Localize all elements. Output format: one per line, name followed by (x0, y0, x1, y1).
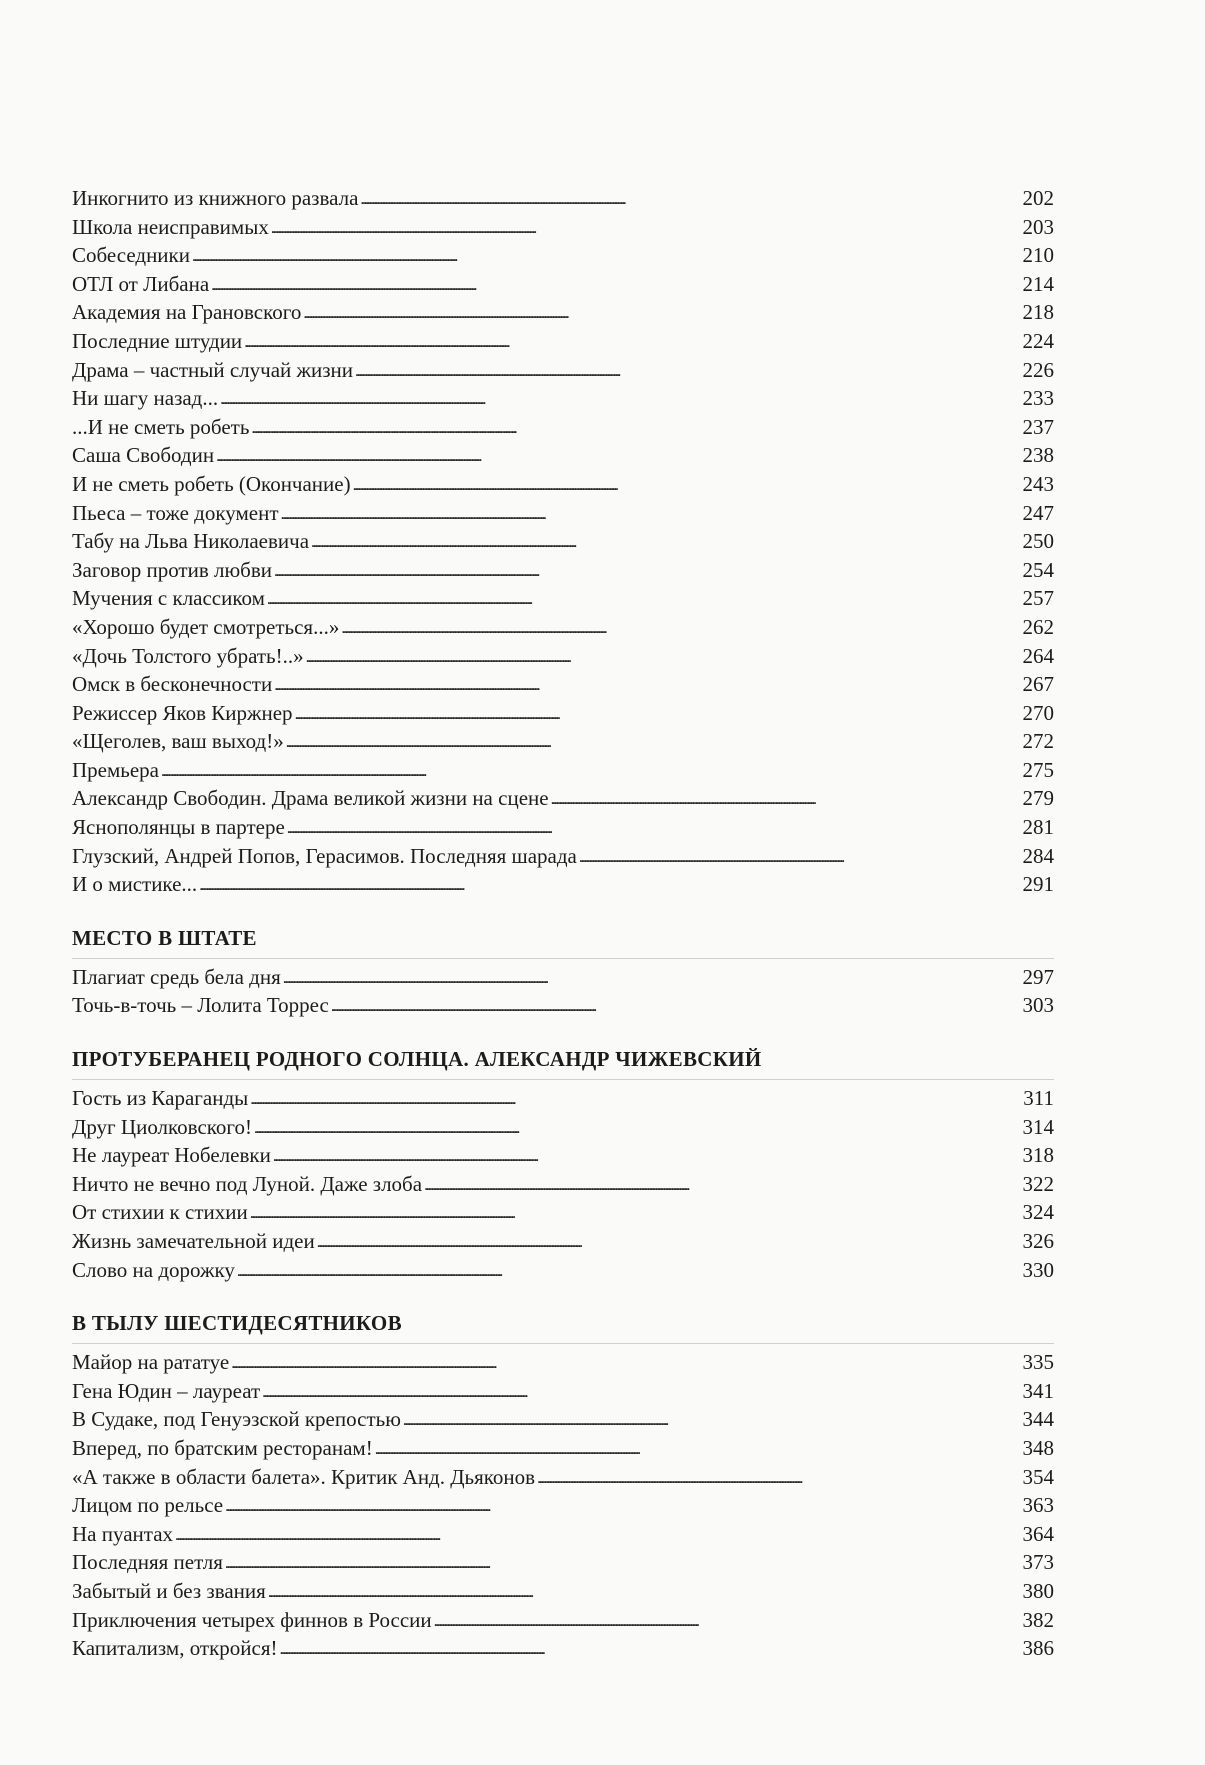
entry-title: Инкогнито из книжного развала (72, 186, 359, 210)
entry-title: Точь-в-точь – Лолита Торрес (72, 993, 329, 1018)
toc-entry (72, 670, 1054, 699)
entry-page-number: 257 (1022, 586, 1054, 611)
entry-title: Вперед, по братским ресторанам! (72, 1435, 373, 1460)
toc-entry (72, 441, 1054, 470)
toc-entry (72, 756, 1054, 785)
toc-section (72, 184, 1054, 899)
toc-entry (72, 327, 1054, 356)
toc-entry (72, 963, 1054, 992)
entry-page-number: 364 (1022, 1521, 1054, 1546)
toc-entry (72, 1520, 1054, 1549)
entry-title: Друг Циолковского! (72, 1114, 252, 1139)
toc-entry (72, 784, 1054, 813)
toc-section (72, 1039, 1054, 1284)
entry-title: Гена Юдин – лауреат (72, 1378, 261, 1403)
entry-title: На пуантах (72, 1521, 174, 1546)
entry-page-number: 275 (1022, 757, 1054, 782)
dot-leader (537, 1462, 1014, 1494)
dot-leader (237, 1255, 1014, 1287)
toc-entry (72, 1405, 1054, 1434)
entry-title: И о мистике... (72, 872, 198, 897)
entry-page-number: 348 (1022, 1435, 1054, 1460)
entry-page-number: 279 (1022, 786, 1054, 811)
entry-title: И не сметь робеть (Окончание) (72, 471, 351, 496)
entry-title: Гость из Караганды (72, 1086, 249, 1111)
entry-page-number: 311 (1023, 1086, 1054, 1111)
entry-page-number: 318 (1022, 1143, 1054, 1168)
toc-entry (72, 1463, 1054, 1492)
entry-title: От стихии к стихии (72, 1200, 248, 1225)
entry-title: ОТЛ от Либана (72, 271, 210, 296)
dot-leader (303, 297, 1014, 329)
entry-page-number: 226 (1022, 357, 1054, 382)
entry-page-number: 238 (1022, 443, 1054, 468)
entry-page-number: 272 (1022, 729, 1054, 754)
toc-entry (72, 298, 1054, 327)
dot-leader (286, 726, 1014, 758)
dot-leader (341, 612, 1014, 644)
toc-entry (72, 1548, 1054, 1577)
entry-page-number: 314 (1022, 1114, 1054, 1139)
toc-entry (72, 1348, 1054, 1377)
toc-entry (72, 270, 1054, 299)
entry-title: В Судаке, под Генуэзской крепостью (72, 1407, 401, 1432)
dot-leader (375, 1433, 1014, 1465)
toc-entry (72, 184, 1054, 213)
entry-page-number: 281 (1022, 815, 1054, 840)
toc-entry (72, 470, 1054, 499)
entry-title: Яснополянцы в партере (72, 815, 285, 840)
section-heading: ПРОТУБЕРАНЕЦ РОДНОГО СОЛНЦА. АЛЕКСАНДР ЧИЖЕВСКИЙ (72, 1047, 762, 1072)
entry-title: «А также в области балета». Критик Анд. Дьяконов (72, 1464, 536, 1489)
dot-leader (360, 183, 1014, 215)
entry-title: Слово на дорожку (72, 1257, 235, 1282)
dot-leader (225, 1490, 1014, 1522)
entry-title: Саша Свободин (72, 443, 215, 468)
entry-page-number: 250 (1022, 529, 1054, 554)
entry-page-number: 341 (1022, 1378, 1054, 1403)
dot-leader (311, 526, 1014, 558)
toc-entry (72, 1434, 1054, 1463)
dot-leader (283, 962, 1014, 994)
entry-page-number: 254 (1022, 557, 1054, 582)
entry-page-number: 326 (1022, 1229, 1054, 1253)
dot-leader (231, 1347, 1014, 1379)
entry-title: Собеседники (72, 243, 190, 268)
entry-title: Глузский, Андрей Попов, Герасимов. Последняя шарада (72, 843, 577, 868)
dot-leader (262, 1376, 1014, 1408)
entry-title: Приключения четырех финнов в России (72, 1607, 432, 1632)
entry-title: Ничто не вечно под Луной. Даже злоба (72, 1171, 423, 1196)
dot-leader (434, 1605, 1014, 1637)
entry-title: Забытый и без звания (72, 1578, 266, 1603)
entry-page-number: 214 (1022, 271, 1054, 296)
dot-leader (317, 1226, 1014, 1258)
dot-leader (287, 812, 1014, 844)
entry-title: Академия на Грановского (72, 300, 302, 325)
dot-leader (295, 698, 1014, 730)
section-heading: В ТЫЛУ ШЕСТИДЕСЯТНИКОВ (72, 1311, 402, 1336)
dot-leader (216, 440, 1014, 472)
toc-entry (72, 991, 1054, 1020)
entry-title: Плагиат средь бела дня (72, 964, 281, 989)
toc-entry (72, 584, 1054, 613)
toc-entry (72, 1113, 1054, 1142)
toc-entry (72, 1577, 1054, 1606)
dot-leader (579, 841, 1014, 873)
toc-entry (72, 613, 1054, 642)
dot-leader (268, 1576, 1014, 1608)
toc-entry (72, 1198, 1054, 1227)
entry-page-number: 322 (1022, 1171, 1054, 1196)
toc-entry (72, 413, 1054, 442)
entry-page-number: 243 (1022, 471, 1054, 496)
toc-entry (72, 384, 1054, 413)
entry-page-number: 202 (1022, 186, 1054, 210)
toc-entry (72, 699, 1054, 728)
dot-leader (551, 783, 1014, 815)
entry-page-number: 224 (1022, 328, 1054, 353)
entry-page-number: 233 (1022, 386, 1054, 411)
toc-entry (72, 356, 1054, 385)
entry-page-number: 262 (1022, 614, 1054, 639)
entry-title: Школа неисправимых (72, 214, 269, 239)
entry-title: ...И не сметь робеть (72, 414, 250, 439)
entry-page-number: 247 (1022, 500, 1054, 525)
entry-title: Табу на Льва Николаевича (72, 529, 310, 554)
dot-leader (353, 469, 1014, 501)
section-divider (72, 1343, 1054, 1344)
toc-entry (72, 1141, 1054, 1170)
toc-section (72, 1303, 1054, 1663)
toc-entry (72, 1377, 1054, 1406)
entry-page-number: 335 (1022, 1350, 1054, 1375)
dot-leader (271, 212, 1014, 244)
entry-page-number: 203 (1022, 214, 1054, 239)
entry-page-number: 363 (1022, 1493, 1054, 1518)
toc-entry (72, 642, 1054, 671)
entry-title: Александр Свободин. Драма великой жизни на сцене (72, 786, 549, 811)
dot-leader (225, 1547, 1014, 1579)
entry-page-number: 382 (1022, 1607, 1054, 1632)
entry-page-number: 210 (1022, 243, 1054, 268)
entry-title: Премьера (72, 757, 159, 782)
toc-section (72, 918, 1054, 1020)
entry-page-number: 386 (1022, 1636, 1054, 1661)
section-divider (72, 958, 1054, 959)
dot-leader (250, 1083, 1014, 1115)
entry-page-number: 237 (1022, 414, 1054, 439)
entry-page-number: 267 (1022, 672, 1054, 697)
entry-page-number: 218 (1022, 300, 1054, 325)
entry-title: Не лауреат Нобелевки (72, 1143, 271, 1168)
entry-page-number: 303 (1022, 993, 1054, 1018)
toc-entry (72, 813, 1054, 842)
dot-leader (331, 990, 1014, 1022)
entry-title: Последняя петля (72, 1550, 223, 1575)
dot-leader (280, 1633, 1014, 1665)
entry-page-number: 284 (1022, 843, 1054, 868)
entry-page-number: 344 (1022, 1407, 1054, 1432)
entry-page-number: 354 (1022, 1464, 1054, 1489)
entry-title: Лицом по рельсе (72, 1493, 224, 1518)
dot-leader (274, 555, 1014, 587)
dot-leader (192, 240, 1014, 272)
toc-entry (72, 870, 1054, 899)
dot-leader (251, 412, 1014, 444)
entry-page-number: 297 (1022, 964, 1054, 989)
entry-title: Ни шагу назад... (72, 386, 219, 411)
dot-leader (250, 1197, 1014, 1229)
toc-entry (72, 1170, 1054, 1199)
toc-entry (72, 241, 1054, 270)
dot-leader (220, 383, 1014, 415)
entry-title: Мучения с классиком (72, 586, 265, 611)
toc-entry (72, 1084, 1054, 1113)
dot-leader (306, 641, 1014, 673)
toc-entry (72, 1606, 1054, 1635)
toc-entry (72, 527, 1054, 556)
dot-leader (244, 326, 1014, 358)
entry-title: Капитализм, откройся! (72, 1636, 278, 1661)
entry-page-number: 330 (1022, 1257, 1054, 1282)
table-of-contents (72, 184, 1054, 1663)
dot-leader (273, 1140, 1014, 1172)
entry-page-number: 324 (1022, 1200, 1054, 1225)
dot-leader (281, 498, 1014, 530)
entry-title: Омск в бесконечности (72, 672, 273, 697)
toc-entry (72, 1491, 1054, 1520)
entry-title: «Хорошо будет смотреться...» (72, 614, 340, 639)
entry-page-number: 380 (1022, 1578, 1054, 1603)
dot-leader (424, 1169, 1014, 1201)
dot-leader (161, 755, 1014, 787)
entry-page-number: 270 (1022, 700, 1054, 725)
entry-title: Майор на рататуе (72, 1350, 230, 1375)
entry-title: Драма – частный случай жизни (72, 357, 354, 382)
dot-leader (403, 1404, 1014, 1436)
entry-page-number: 373 (1022, 1550, 1054, 1575)
dot-leader (254, 1112, 1014, 1144)
entry-title: Пьеса – тоже документ (72, 500, 279, 525)
entry-title: Режиссер Яков Киржнер (72, 700, 293, 725)
dot-leader (211, 269, 1014, 301)
toc-entry (72, 1634, 1054, 1663)
dot-leader (199, 869, 1014, 901)
toc-entry (72, 842, 1054, 871)
entry-title: «Щеголев, ваш выход!» (72, 729, 284, 754)
entry-title: «Дочь Толстого убрать!..» (72, 643, 304, 668)
toc-entry (72, 213, 1054, 242)
toc-entry (72, 1256, 1054, 1285)
toc-entry (72, 727, 1054, 756)
dot-leader (355, 355, 1014, 387)
section-divider (72, 1079, 1054, 1080)
entry-title: Жизнь замечательной идеи (72, 1229, 315, 1253)
dot-leader (274, 669, 1014, 701)
entry-page-number: 264 (1022, 643, 1054, 668)
section-heading: МЕСТО В ШТАТЕ (72, 925, 257, 950)
toc-entry (72, 499, 1054, 528)
entry-title: Последние штудии (72, 328, 243, 353)
toc-entry (72, 1227, 1054, 1256)
dot-leader (175, 1519, 1014, 1551)
entry-page-number: 291 (1022, 872, 1054, 897)
toc-entry (72, 556, 1054, 585)
dot-leader (267, 583, 1014, 615)
entry-title: Заговор против любви (72, 557, 273, 582)
